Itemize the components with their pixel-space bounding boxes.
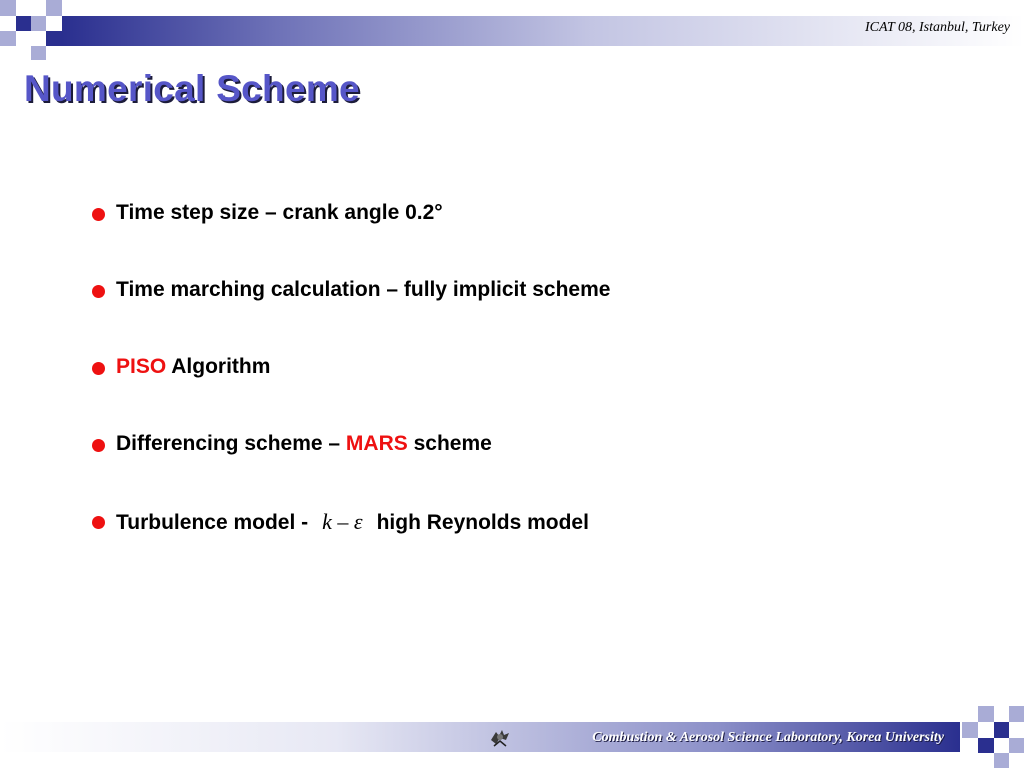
bullet-item (92, 355, 610, 432)
decor-square (46, 31, 62, 46)
decor-square (16, 16, 31, 31)
bullet-text: Differencing scheme – (116, 432, 346, 455)
bullet-item (92, 201, 610, 278)
bullet-text: Turbulence model - (116, 511, 309, 534)
decor-square (1009, 706, 1024, 722)
conference-label: ICAT 08, Istanbul, Turkey (864, 20, 1010, 35)
decor-square (0, 31, 16, 46)
decor-square (0, 0, 16, 16)
university-emblem-icon (488, 726, 512, 750)
slide-title: Numerical Scheme (24, 68, 360, 109)
bullet-text: Time marching calculation – fully implicit scheme (116, 278, 611, 301)
bullet-list (92, 201, 610, 586)
decor-square (31, 16, 46, 31)
bullet-dot-icon (92, 208, 105, 221)
decor-square (978, 738, 994, 753)
bullet-dot-icon (92, 285, 105, 298)
bullet-item (92, 509, 610, 586)
bullet-text: high Reynolds model (376, 511, 589, 534)
bullet-dot-icon (92, 362, 105, 375)
bullet-highlight: PISO (116, 355, 167, 378)
bullet-item (92, 432, 610, 509)
bullet-highlight: MARS (345, 432, 408, 455)
bullet-item (92, 278, 610, 355)
bullet-text: Time step size – crank angle 0.2° (116, 201, 443, 224)
bullet-text: Algorithm (166, 355, 271, 378)
math-expression: k – ε (322, 509, 363, 534)
decor-square (1009, 738, 1024, 753)
decor-square (994, 722, 1009, 738)
bullet-dot-icon (92, 439, 105, 452)
decor-square (994, 753, 1009, 768)
decor-square (962, 722, 978, 738)
decor-square (31, 46, 46, 60)
bullet-text: scheme (407, 432, 492, 455)
bullet-dot-icon (92, 516, 105, 529)
lab-name: Combustion & Aerosol Science Laboratory, Korea University (592, 730, 944, 745)
decor-square (978, 706, 994, 722)
decor-square (46, 0, 62, 16)
